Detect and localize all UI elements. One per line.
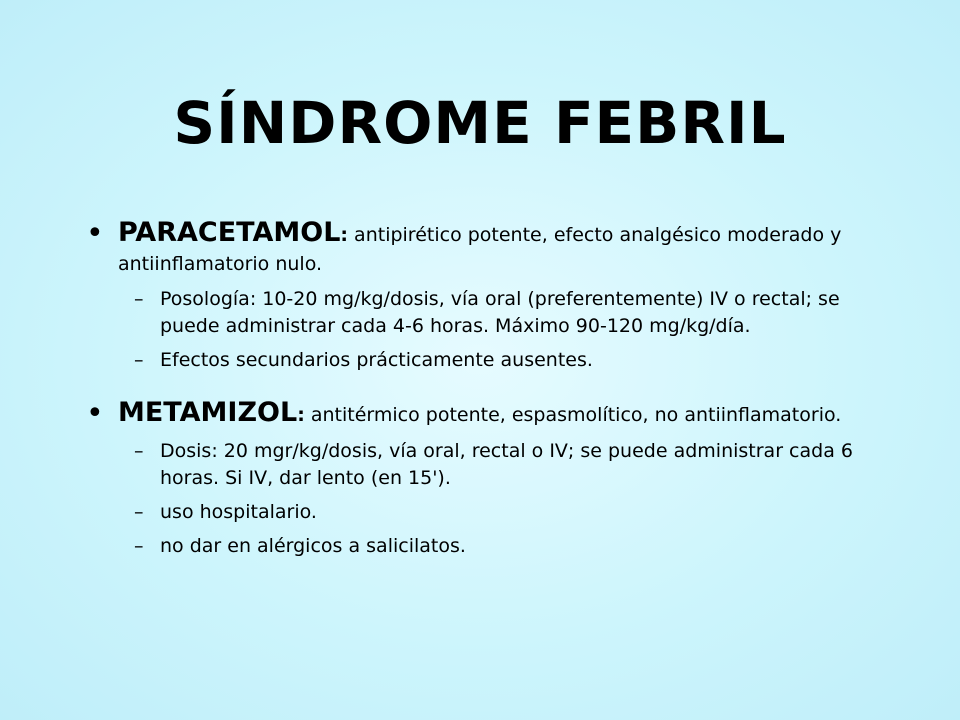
- sub-item-text: Dosis: 20 mgr/kg/dosis, vía oral, rectal o IV; se puede administrar cada 6 horas. Si IV, dar lento (en 15').: [160, 440, 853, 489]
- bullet-dot-icon: •: [86, 216, 104, 251]
- sub-item: [118, 533, 884, 560]
- sub-item: [118, 286, 884, 340]
- bullet-text: [118, 396, 884, 430]
- slide-title: SÍNDROME FEBRIL: [173, 89, 787, 157]
- bullet-colon: :: [340, 224, 349, 246]
- dash-icon: –: [134, 440, 144, 462]
- sub-item: [118, 499, 884, 526]
- drug-name: PARACETAMOL: [118, 217, 341, 248]
- bullet-paracetamol: [84, 216, 884, 374]
- sub-item: [118, 347, 884, 374]
- bullet-text: [118, 216, 884, 278]
- dash-icon: –: [134, 535, 144, 557]
- sub-item-text: Posología: 10-20 mg/kg/dosis, vía oral (preferentemente) IV o rectal; se puede administrar cada 4-6 horas. Máximo 90-120 mg/kg/día.: [160, 288, 840, 337]
- sub-item-text: uso hospitalario.: [160, 501, 317, 523]
- sub-list: [118, 438, 884, 560]
- drug-description: antipirético potente, efecto analgésico moderado y antiinflamatorio nulo.: [118, 224, 842, 275]
- sub-item-text: no dar en alérgicos a salicilatos.: [160, 535, 466, 557]
- dash-icon: –: [134, 501, 144, 523]
- dash-icon: –: [134, 349, 144, 371]
- sub-item: [118, 438, 884, 492]
- dash-icon: –: [134, 288, 144, 310]
- drug-description: antitérmico potente, espasmolítico, no antiinflamatorio.: [304, 404, 842, 426]
- sub-list: [118, 286, 884, 374]
- drug-name: METAMIZOL: [118, 397, 298, 428]
- sub-item-text: Efectos secundarios prácticamente ausentes.: [160, 349, 593, 371]
- bullet-colon: :: [297, 404, 305, 426]
- slide-content: [84, 216, 884, 560]
- bullet-dot-icon: •: [86, 396, 104, 431]
- bullet-metamizol: [84, 396, 884, 560]
